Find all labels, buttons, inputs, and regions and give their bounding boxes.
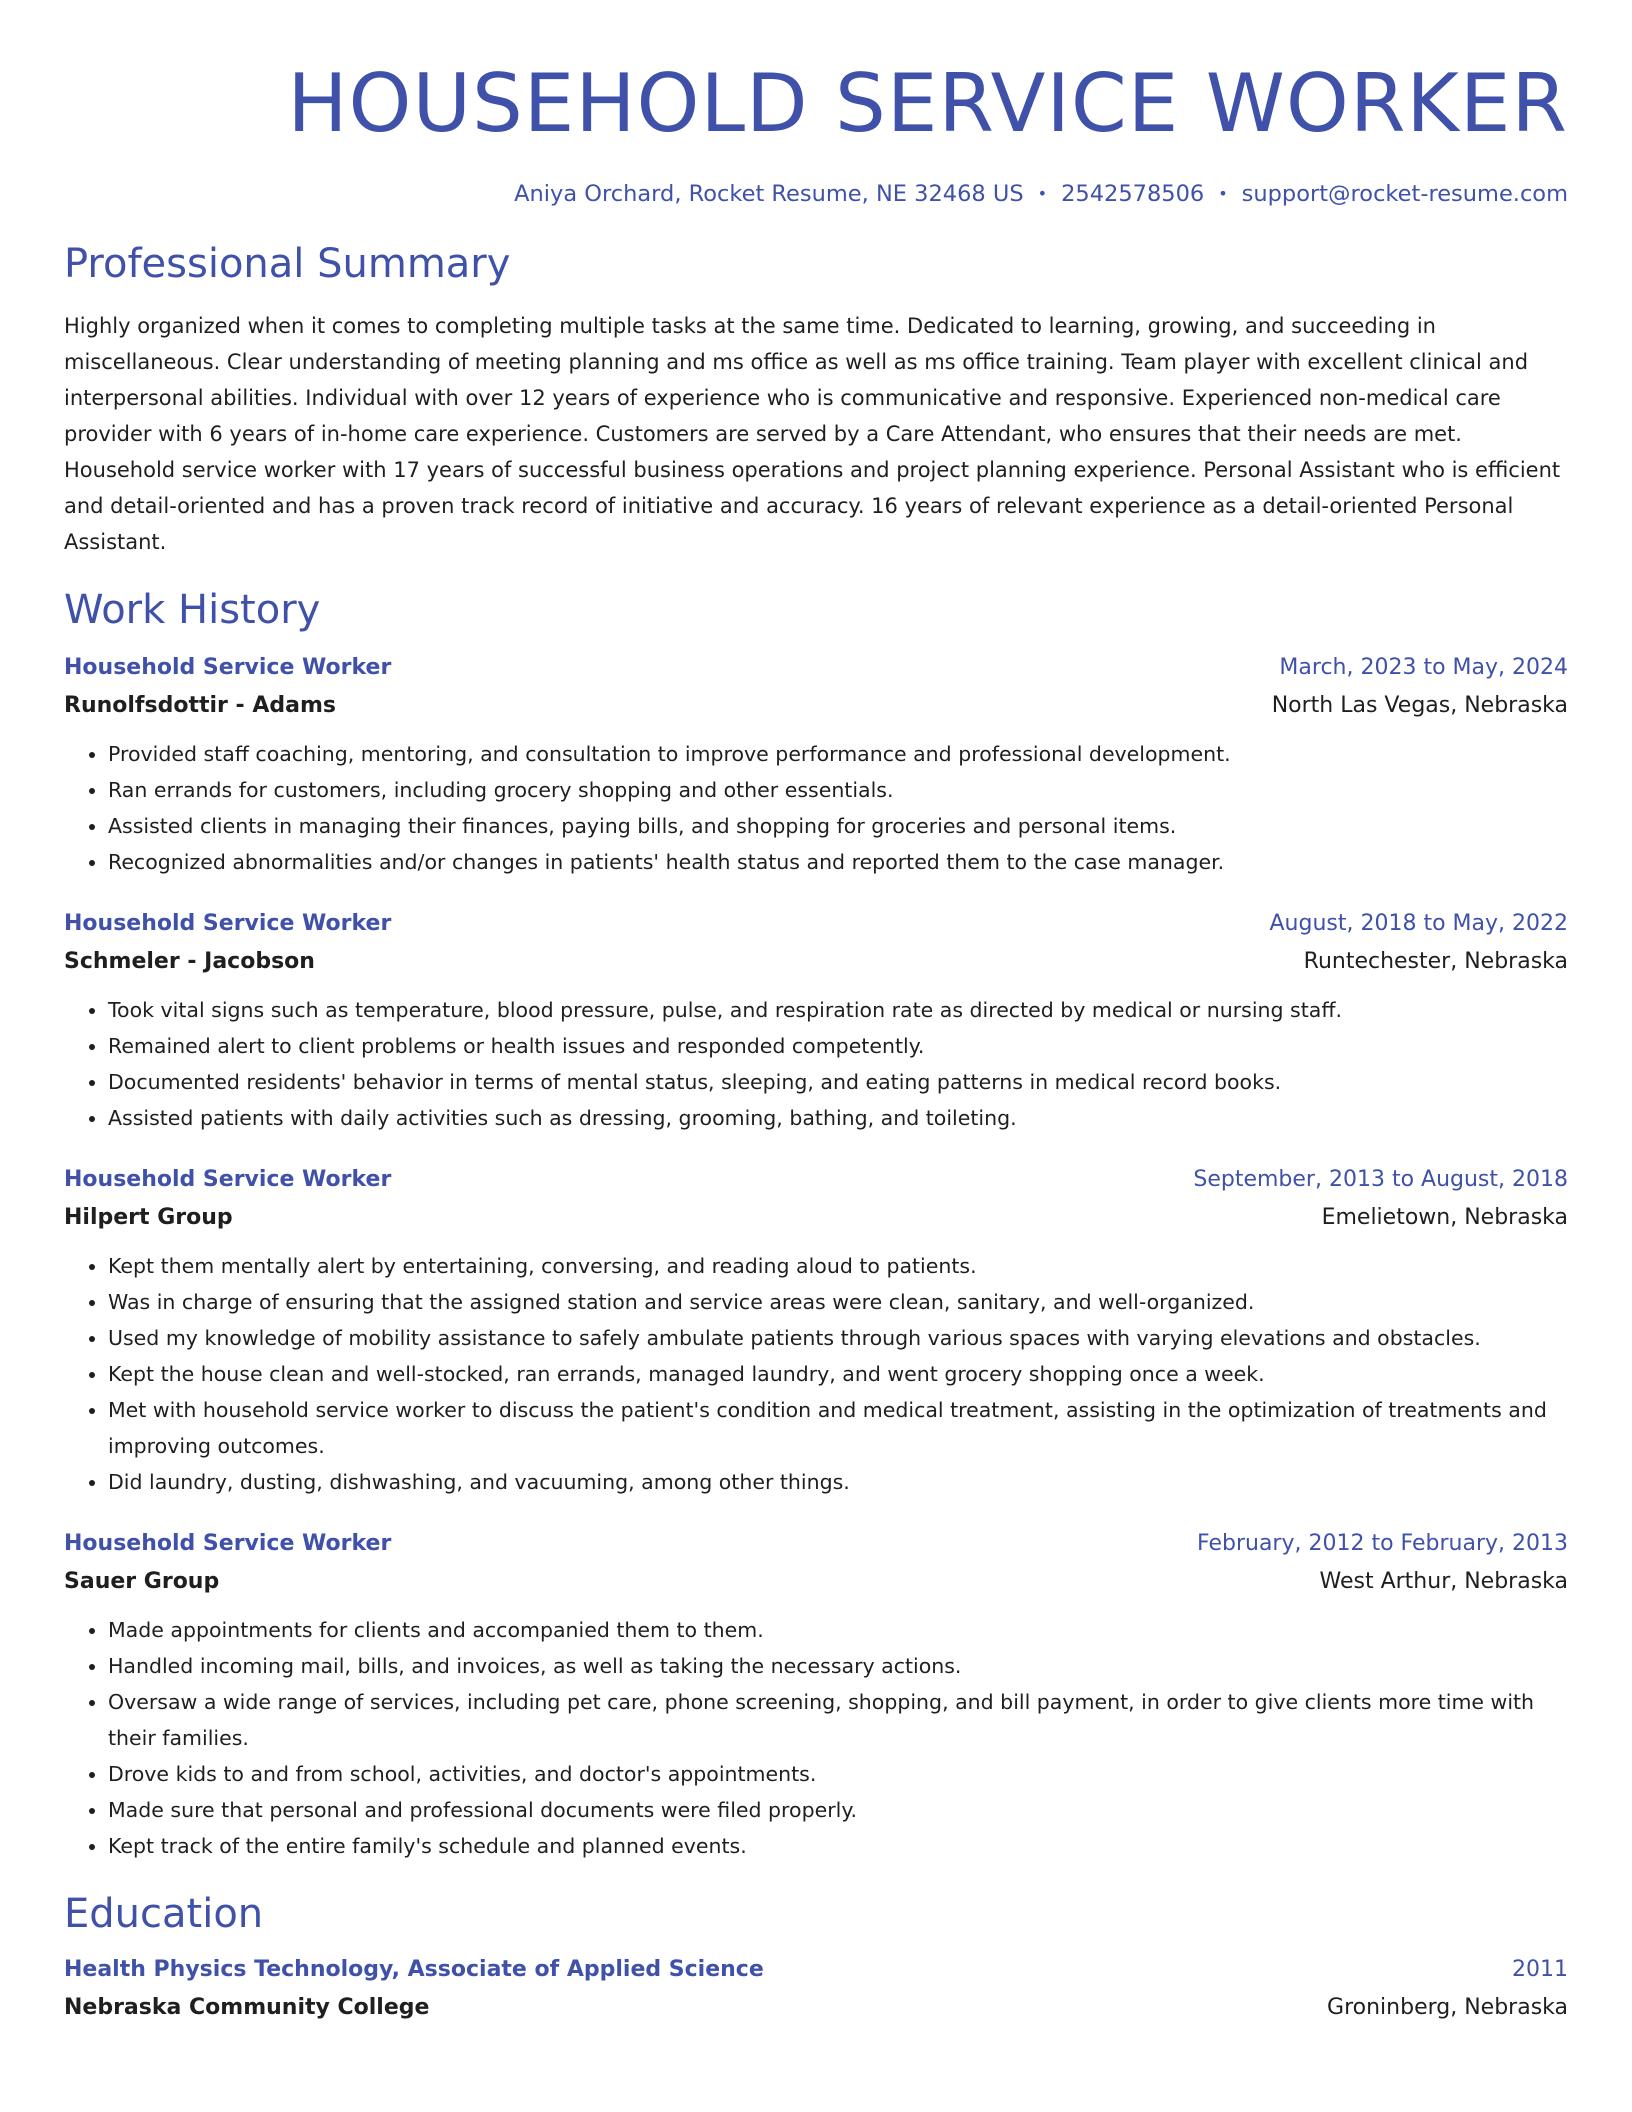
education-section-title: Education	[64, 1891, 264, 1937]
summary-text: Highly organized when it comes to completing multiple tasks at the same time. Dedicated to learning, growing, and succeeding in miscellaneous. Clear understanding of meeting planning and ms office as well as ms office training. Team player with excellent clinical and interpersonal abilities. Individual with over 12 years of experience who is communicative and responsive. Experienced non-medical care provider with 6 years of in-home care experience. Customers are served by a Care Attendant, who ensures that their needs are met. Household service worker with 17 years of successful business operations and project planning experience. Personal Assistant who is efficient and detail-oriented and has a proven track record of initiative and accuracy. 16 years of relevant experience as a detail-oriented Personal Assistant.	[64, 314, 1561, 554]
job-entry	[64, 1526, 1568, 1864]
job-bullet: • Kept them mentally alert by entertaining, conversing, and reading aloud to patients.	[108, 1248, 1568, 1284]
job-bullet: • Used my knowledge of mobility assistance to safely ambulate patients through various spaces with varying elevations and obstacles.	[108, 1320, 1568, 1356]
job-title: Household Service Worker	[64, 655, 392, 680]
job-bullets	[64, 992, 1568, 1136]
job-bullets	[64, 1248, 1568, 1500]
contact-address: Aniya Orchard, Rocket Resume, NE 32468 US	[514, 181, 1024, 207]
job-bullet: • Recognized abnormalities and/or changes in patients' health status and reported them to the case manager.	[108, 844, 1568, 880]
job-bullet: • Kept the house clean and well-stocked, ran errands, managed laundry, and went grocery shopping once a week.	[108, 1356, 1568, 1392]
job-bullet: • Handled incoming mail, bills, and invoices, as well as taking the necessary actions.	[108, 1648, 1568, 1684]
job-dates: September, 2013 to August, 2018	[1193, 1167, 1568, 1192]
education-entry	[64, 1952, 1568, 2028]
work-history-list	[64, 650, 1568, 1864]
job-bullet: • Was in charge of ensuring that the assigned station and service areas were clean, sanitary, and well-organized.	[108, 1284, 1568, 1320]
job-dates: August, 2018 to May, 2022	[1269, 911, 1568, 936]
job-bullet: • Kept track of the entire family's schedule and planned events.	[108, 1828, 1568, 1864]
job-company: Runolfsdottir - Adams	[64, 693, 336, 718]
job-location: North Las Vegas, Nebraska	[1271, 693, 1568, 718]
education-school: Nebraska Community College	[64, 1995, 430, 2020]
job-bullet: • Assisted patients with daily activities such as dressing, grooming, bathing, and toileting.	[108, 1100, 1568, 1136]
contact-phone: 2542578506	[1061, 181, 1205, 207]
summary-section-title: Professional Summary	[64, 241, 511, 287]
contact-line	[64, 178, 1568, 210]
job-dates: February, 2012 to February, 2013	[1197, 1531, 1568, 1556]
job-bullets	[64, 736, 1568, 880]
education-degree: Health Physics Technology, Associate of Applied Science	[64, 1957, 764, 1982]
job-bullet: • Made appointments for clients and accompanied them to them.	[108, 1612, 1568, 1648]
contact-separator: •	[1218, 184, 1228, 203]
job-location: Runtechester, Nebraska	[1303, 949, 1568, 974]
job-title: Household Service Worker	[64, 911, 392, 936]
education-year: 2011	[1512, 1957, 1568, 1982]
job-bullets	[64, 1612, 1568, 1864]
job-company: Hilpert Group	[64, 1205, 233, 1230]
job-company: Schmeler - Jacobson	[64, 949, 315, 974]
job-bullet: • Documented residents' behavior in terms of mental status, sleeping, and eating patterns in medical record books.	[108, 1064, 1568, 1100]
job-dates: March, 2023 to May, 2024	[1279, 655, 1568, 680]
job-title: Household Service Worker	[64, 1531, 392, 1556]
job-bullet: • Provided staff coaching, mentoring, and consultation to improve performance and professional development.	[108, 736, 1568, 772]
job-location: Emelietown, Nebraska	[1321, 1205, 1568, 1230]
work-history-section-title: Work History	[64, 587, 321, 633]
job-bullet: • Made sure that personal and professional documents were filed properly.	[108, 1792, 1568, 1828]
job-bullet: • Took vital signs such as temperature, blood pressure, pulse, and respiration rate as directed by medical or nursing staff.	[108, 992, 1568, 1028]
job-bullet: • Assisted clients in managing their finances, paying bills, and shopping for groceries and personal items.	[108, 808, 1568, 844]
job-entry	[64, 906, 1568, 1136]
contact-separator: •	[1037, 184, 1048, 203]
job-bullet: • Did laundry, dusting, dishwashing, and vacuuming, among other things.	[108, 1464, 1568, 1500]
job-location: West Arthur, Nebraska	[1319, 1569, 1568, 1594]
job-company: Sauer Group	[64, 1569, 220, 1594]
job-entry	[64, 650, 1568, 880]
job-bullet: • Met with household service worker to discuss the patient's condition and medical treatment, assisting in the optimization of treatments and improving outcomes.	[108, 1392, 1568, 1464]
job-entry	[64, 1162, 1568, 1500]
job-bullet: • Drove kids to and from school, activities, and doctor's appointments.	[108, 1756, 1568, 1792]
contact-email[interactable]: support@rocket-resume.com	[1241, 181, 1568, 207]
resume-name: HOUSEHOLD SERVICE WORKER	[287, 57, 1568, 150]
job-bullet: • Remained alert to client problems or health issues and responded competently.	[108, 1028, 1568, 1064]
job-title: Household Service Worker	[64, 1167, 392, 1192]
job-bullet: • Ran errands for customers, including grocery shopping and other essentials.	[108, 772, 1568, 808]
education-location: Groninberg, Nebraska	[1327, 1995, 1568, 2020]
resume-content	[64, 0, 1568, 2028]
job-bullet: • Oversaw a wide range of services, including pet care, phone screening, shopping, and bill payment, in order to give clients more time with their families.	[108, 1684, 1568, 1756]
